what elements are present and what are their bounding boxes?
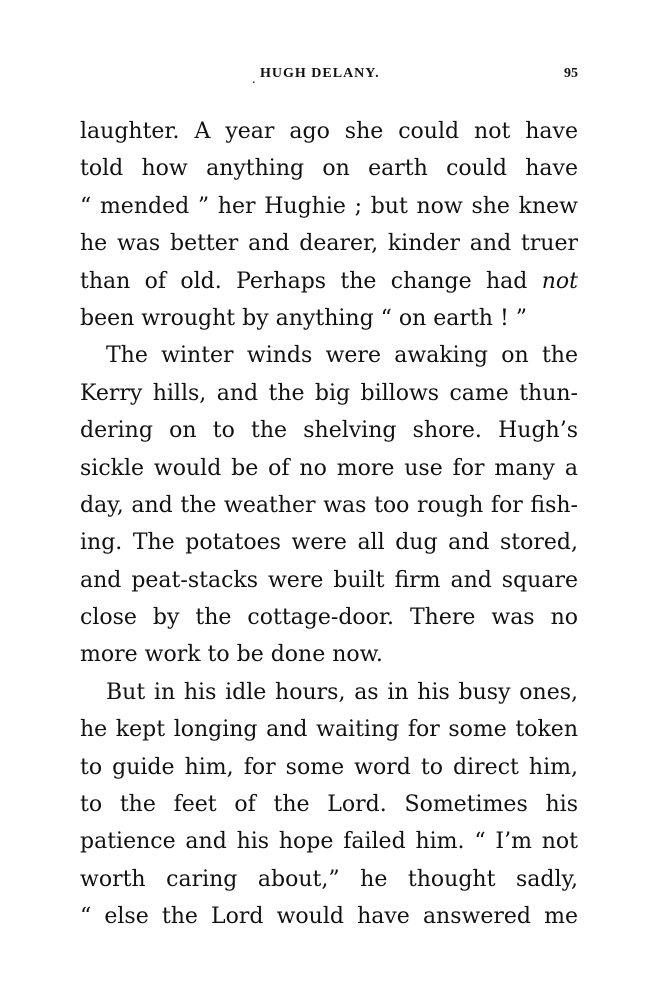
text-line: been wrought by anything “ on earth ! ” [80,305,528,331]
text-line: and peat-stacks were built firm and square [80,567,578,593]
text-line: worth caring about,” he thought sadly, [80,866,578,892]
text-line: close by the cottage-door. There was no [80,605,578,631]
text-line: he kept longing and waiting for some token [80,717,578,743]
paragraph-3 [80,674,578,936]
text-line: more work to be done now. [80,642,383,668]
running-head [80,66,578,88]
text-line: day, and the weather was too rough for fish- [80,492,578,518]
text-line: sickle would be of no more use for many a [80,455,578,481]
text-line: laughter. A year ago she could not have [80,119,578,144]
text-line: he was better and dearer, kinder and truer [80,231,578,257]
text-line: dering on to the shelving shore. Hugh’s [80,418,578,444]
text-line: “ else the Lord would have answered me [80,904,578,930]
text-line: The winter winds were awaking on the [106,343,578,369]
paragraph-1 [80,113,578,337]
header-dot: . [252,72,257,87]
text-line: to guide him, for some word to direct him, [80,754,578,780]
text-line: told how anything on earth could have [80,156,578,182]
text-line: ing. The potatoes were all dug and stored, [80,530,578,556]
text-line: “ mended ” her Hughie ; but now she knew [80,193,578,219]
text-line-with-emphasis [80,263,578,300]
text-line: But in his idle hours, as in his busy ones, [106,679,578,705]
page-number: 95 [564,66,578,81]
text-line: to the feet of the Lord. Sometimes his [80,792,578,818]
paragraph-2 [80,337,578,674]
running-title: HUGH DELANY. [260,66,380,81]
text-line: patience and his hope failed him. “ I’m not [80,829,578,855]
text-line-part: than of old. Perhaps the change had [80,268,528,294]
text-line: Kerry hills, and the big billows came thun- [80,380,578,406]
body-text [80,113,578,936]
emphasized-word: not [541,268,578,294]
